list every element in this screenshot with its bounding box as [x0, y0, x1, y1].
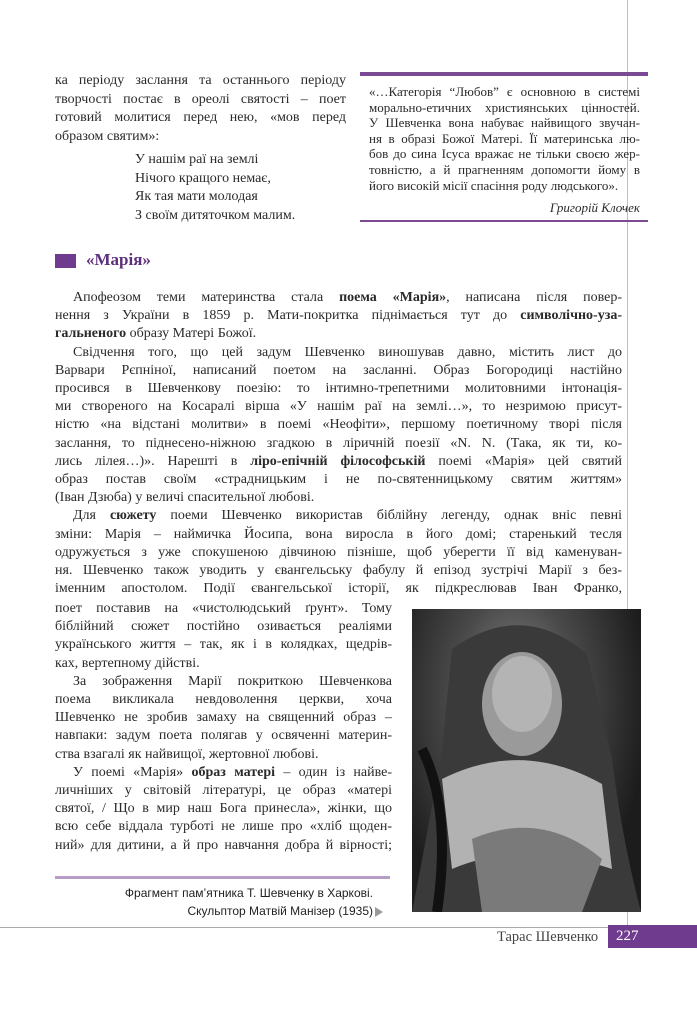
quote-line: «…Категорія “Любов” є основною в системі — [369, 84, 640, 99]
text-run: – один із найве- — [275, 764, 393, 780]
text-run: лись лілея…)». Нарешті в — [55, 453, 251, 469]
body-text-narrow — [55, 600, 392, 855]
quote-line: товністю, а й прагненням допомогти йому в — [369, 161, 640, 177]
text-run: навпаки: задум поета полягав у освяченні материн- — [55, 728, 392, 744]
figure-caption — [55, 884, 373, 920]
quote-box-bottom-rule — [360, 220, 648, 222]
poem-line: Як тая мати молодая — [135, 189, 258, 204]
section-title: «Марія» — [86, 250, 151, 269]
section-marker — [55, 254, 76, 268]
text-line — [55, 435, 622, 453]
text-run: ми створеного на Косаралі вірша «У нашім раї на землі…», то незримою присут- — [55, 399, 622, 415]
bold-term: гальненого — [55, 326, 127, 342]
text-run: святої, / Що в мир наш Бога принесла», жінки, що — [55, 801, 392, 817]
text-line — [55, 600, 392, 618]
quote-line: морально-етичних християнських цінностей. — [369, 99, 640, 115]
text-run: ках, вертепному дійстві. — [55, 655, 200, 671]
bold-term: ліро-епічній філософській — [250, 453, 426, 469]
text-line — [55, 507, 622, 525]
text-line — [55, 471, 622, 489]
footer-rule — [0, 927, 608, 928]
text-run: Апофеозом теми материнства стала — [73, 290, 340, 305]
text-line — [55, 782, 392, 800]
text-run: ства взагалі як найвищої, жертовної любові. — [55, 746, 319, 762]
text-run: українського життя – так, як і в колядках, щедрів- — [55, 637, 392, 653]
text-line — [55, 289, 622, 307]
text-run: ка періоду заслання та останнього періоду — [55, 73, 346, 88]
poem-line: У нашім раї на землі — [135, 152, 259, 167]
text-run: Шевченко не зробив замаху на священний образ – — [55, 710, 392, 726]
quote-box-top-rule — [360, 72, 648, 76]
text-line — [55, 416, 622, 434]
text-line — [55, 453, 622, 471]
text-run: образ постав своїм «страдницьким і не по-святенницькому святим життям» — [55, 472, 622, 488]
poem-line: Нічого кращого немає, — [135, 170, 271, 186]
body-text — [55, 289, 622, 598]
text-run: Для — [73, 508, 110, 524]
text-run: образом святим»: — [55, 128, 160, 144]
text-run: просився в Шевченкову поезію: то інтимно-трепетними молитовними інтонація- — [55, 381, 622, 397]
text-run: іменним апостолом. Події євангельської історії, як підкреслював Іван Франко, — [55, 581, 622, 597]
text-run: готовий молитися перед нею, «мов перед — [55, 110, 346, 125]
bold-term: поема «Марія» — [339, 290, 447, 305]
text-run: образу Матері Божої. — [126, 326, 257, 342]
text-line — [55, 818, 392, 836]
text-run: ний» для дитини, а й про навчання добра й вірності; — [55, 837, 392, 853]
text-run: У поемі «Марія» — [73, 764, 192, 780]
text-run: творчості постає в ореолі святості – поет — [55, 91, 346, 107]
caption-line-2: Скульптор Матвій Манізер (1935) — [187, 904, 373, 918]
text-line — [55, 526, 622, 544]
text-line — [55, 636, 392, 654]
text-line — [55, 691, 392, 709]
triangle-right-icon — [375, 907, 383, 917]
text-line — [55, 380, 622, 398]
bold-term: образ матері — [191, 764, 276, 780]
text-line — [55, 837, 392, 855]
poem-quote — [135, 151, 295, 225]
text-line — [55, 673, 392, 691]
caption-rule — [55, 876, 390, 879]
text-line — [55, 764, 392, 782]
quote-box — [369, 84, 640, 193]
text-line — [55, 709, 392, 727]
text-line — [55, 618, 392, 636]
text-line — [55, 362, 622, 380]
poem-line: З своїм дитяточком малим. — [135, 207, 296, 223]
monument-photo — [412, 609, 641, 912]
text-run: поет поставив на «чистолюдський ґрунт». Тому — [55, 601, 392, 616]
text-run: Варвари Рєпніної, написаний поетом на засланні. Образ Богородиці настійно — [55, 362, 622, 378]
text-run: За зображення Марії покриткою Шевченкова — [73, 673, 392, 689]
quote-author: Григорій Клочек — [549, 200, 640, 215]
text-run: зміни: Марія – наймичка Йосипа, вона виросла в його домі; старенький тесля — [55, 526, 622, 542]
text-line — [55, 307, 622, 325]
text-run: заслання, то піднесено-ніжною згадкою в ліричній поезії «N. N. (Така, як ти, ко- — [55, 435, 622, 451]
text-run: ня. Шевченко також уводить у євангельську фабулу й епізод зустрічі Марії з без- — [55, 563, 622, 579]
text-run: поема викликала невдоволення церкви, хоча — [55, 692, 392, 708]
text-line — [55, 800, 392, 818]
page-number: 227 — [608, 925, 697, 948]
caption-line-1: Фрагмент пам’ятника Т. Шевченку в Харкові. — [124, 886, 373, 900]
text-line — [55, 580, 622, 598]
text-run: нення з України в 1859 р. Мати-покритка піднімається тут до — [55, 308, 521, 324]
text-run: личніших у світовій літературі, це образ «матері — [55, 783, 392, 799]
text-line — [55, 544, 622, 562]
text-line — [55, 655, 392, 673]
quote-line: ня в образі Божої Матері. Її материнська лю- — [369, 130, 640, 146]
text-line — [55, 325, 622, 343]
text-run: поеми Шевченко використав біблійну легенду, однак вніс певні — [156, 508, 622, 524]
top-paragraph — [55, 72, 346, 146]
text-run: , написана після повер- — [446, 290, 622, 305]
text-line — [55, 128, 346, 147]
text-line — [55, 727, 392, 745]
text-line — [55, 746, 392, 764]
text-line — [55, 562, 622, 580]
running-title: Тарас Шевченко — [497, 929, 599, 945]
text-run: всю себе віддала турботі не лише про «хліб щоден- — [55, 819, 392, 835]
quote-line: його високій місії спасіння роду людського». — [369, 177, 619, 193]
text-line — [55, 109, 346, 128]
text-run: (Іван Дзюба) у величі спасительної любові. — [55, 490, 315, 506]
text-line — [55, 91, 346, 110]
text-run: одружується з уже спокушеною дівчиною пізніше, щоб уберегти її від каменуван- — [55, 544, 622, 560]
text-run: біблійний сюжет постійно озивається реаліями — [55, 619, 392, 635]
quote-line: бов до сина Ісуса вражає не тільки своєю жер- — [369, 146, 640, 162]
text-run: ністю «на відстані молитви» в поемі «Неофіти», першому поетичному творі після — [55, 417, 622, 433]
text-line — [55, 344, 622, 362]
bold-term: символічно-уза- — [520, 308, 622, 324]
text-line — [55, 398, 622, 416]
text-run: поемі «Марія» цей святий — [425, 453, 622, 469]
bold-term: сюжету — [109, 508, 157, 524]
text-line — [55, 72, 346, 91]
text-line — [55, 489, 622, 507]
text-run: Свідчення того, що цей задум Шевченко виношував давно, містить лист до — [73, 344, 622, 360]
quote-line: У Шевченка вона набуває найвищого звучан- — [369, 115, 640, 131]
